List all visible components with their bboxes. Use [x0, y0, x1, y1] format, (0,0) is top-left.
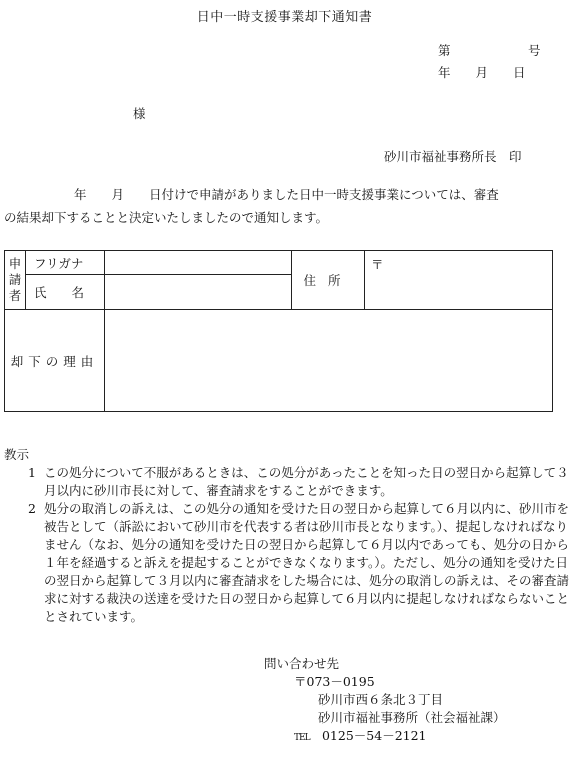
address-field[interactable] [365, 251, 553, 310]
notice-item-number: 2 [28, 501, 36, 516]
ref-no-suffix: 号 [528, 43, 541, 58]
notice-item-number: 1 [28, 465, 36, 480]
address-label: 住所 [303, 273, 353, 288]
body-line-2: の結果却下することと決定いたしましたので通知します。 [4, 210, 329, 225]
contact-postal: 〒073－0195 [294, 674, 375, 689]
contact-block [264, 655, 506, 747]
body-line-1: 年 月 日付けで申請がありました日中一時支援事業については、審査 [74, 187, 499, 202]
notice-item-text: この処分について不服があるときは、この処分があったことを知った日の翌日から起算して３月以内に砂川市長に対して、審査請求をすることができます。 [44, 465, 569, 498]
body-text [4, 183, 564, 229]
notice-section [4, 446, 569, 626]
issue-date: 年 月 日 [438, 65, 526, 80]
addressee: 様 [133, 106, 146, 121]
furigana-field[interactable] [105, 251, 292, 275]
application-form-table [4, 250, 553, 412]
applicant-label-cell [5, 251, 26, 310]
contact-office: 砂川市福祉事務所（社会福祉課） [318, 710, 506, 725]
tel-label: TEL [294, 733, 310, 743]
reference-number [438, 41, 541, 59]
reason-label: 却下の理由 [10, 353, 99, 369]
notice-heading: 教示 [4, 447, 30, 462]
name-field[interactable] [105, 275, 292, 310]
contact-tel: 0125－54－2121 [321, 728, 427, 743]
notice-item-text: 処分の取消しの訴えは、この処分の通知を受けた日の翌日から起算して６月以内に、砂川市を被告として（訴訟において砂川市を代表する者は砂川市長となります。）、提起しなければなりません（なお、処分の通知を受けた日の翌日から起算して６月以内であっても、処分の日から１年を経過すると訴えを提起することができなくなります。）。ただし、処分の通知を受けた日の翌日から起算して３月以内に審査請求をした場合には、処分の取消しの訴えは、その審査請求に対する裁決の送達を受けた日の翌日から起算して６月以内に提起しなければならないこととされています。 [44, 501, 569, 624]
applicant-label: 申請者 [8, 256, 22, 303]
address-label-cell [292, 251, 365, 310]
notice-item [4, 500, 569, 626]
postal-mark: 〒 [371, 257, 384, 272]
notice-item [4, 464, 569, 500]
contact-heading: 問い合わせ先 [264, 656, 340, 671]
reason-label-cell [5, 310, 105, 412]
name-label: 氏 名 [34, 285, 85, 300]
document-title: 日中一時支援事業却下通知書 [196, 10, 373, 25]
ref-no-label: 第 [438, 43, 451, 58]
reason-field[interactable] [105, 310, 553, 412]
furigana-label: フリガナ [34, 255, 84, 271]
furigana-label-cell [26, 251, 105, 275]
issuer: 砂川市福祉事務所長 印 [384, 149, 522, 164]
name-label-cell [26, 275, 105, 310]
contact-address: 砂川市西６条北３丁目 [318, 692, 444, 707]
contact-tel-line [264, 727, 506, 747]
